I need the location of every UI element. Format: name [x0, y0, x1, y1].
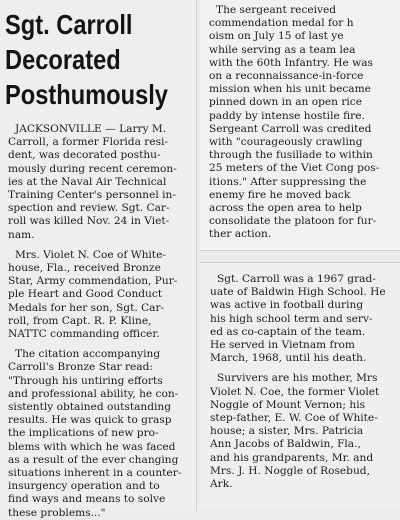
paragraph-biography [210, 273, 398, 365]
text-line: consolidate the platoon for fur- [209, 215, 377, 228]
text-line: Violet N. Coe, the former Violet [210, 385, 380, 398]
text-line: across the open area to help [209, 202, 362, 215]
text-line: paddy by intense hostile fire. [209, 109, 365, 122]
text-line: uate of Baldwin High School. He [210, 286, 386, 299]
text-line: JACKSONVILLE — Larry M. [15, 123, 167, 135]
text-line: dent, was decorated posthu- [8, 149, 161, 162]
text-line: He served in Vietnam from [210, 339, 355, 352]
paragraph-action [209, 4, 398, 242]
text-line: and his grandparents, Mr. and [210, 451, 374, 464]
text-line: Carroll, a former Florida resi- [8, 136, 169, 149]
article-right-top-column [200, 0, 400, 251]
paragraph-citation [8, 348, 194, 520]
text-line: Sgt. Carroll was a 1967 grad- [217, 273, 376, 285]
text-line: blems with which he was faced [8, 440, 176, 453]
text-line: ed as co-captain of the team. [210, 325, 366, 338]
headline-line: Sgt. Carroll [5, 9, 133, 40]
text-line: 25 meters of the Viet Cong pos- [209, 162, 380, 175]
text-line: Ark. [210, 478, 233, 491]
text-line: his high school term and serv- [210, 312, 373, 325]
text-line: Mrs. J. H. Noggle of Rosebud, [210, 464, 370, 477]
paragraph-dateline [8, 123, 194, 242]
text-line: through the fusillade to within [209, 149, 373, 162]
article-body-left [0, 123, 196, 520]
text-line: step-father, E. W. Coe of White- [210, 412, 378, 425]
text-line: itions." After suppressing the [209, 175, 367, 188]
text-line: insurgency operation and to [8, 480, 160, 493]
text-line: results. He was quick to grasp [8, 414, 172, 427]
text-line: oism on July 15 of last ye [209, 30, 344, 43]
text-line: pinned down in an open rice [209, 96, 363, 109]
text-line: Carroll's Bronze Star read: [8, 361, 153, 374]
text-line: house; a sister, Mrs. Patricia [210, 425, 364, 438]
text-line: Ann Jacobs of Baldwin, Fla., [210, 438, 361, 451]
text-line: these problems..." [8, 506, 106, 519]
text-line: Noggle of Mount Vernon; his [210, 398, 366, 411]
text-line: The citation accompanying [15, 348, 161, 361]
text-line: The sergeant received [216, 4, 337, 16]
text-line: house, Fla., received Bronze [8, 262, 161, 275]
text-line: roll, from Capt. R. P. Kline, [8, 314, 152, 327]
text-line: commendation medal for h [209, 17, 354, 30]
text-line: was active in football during [210, 299, 364, 312]
text-line: and professional ability, he con- [8, 387, 179, 400]
headline-line: Decorated [5, 44, 121, 75]
text-line: find ways and means to solve [8, 493, 166, 506]
text-line: "Through his untiring efforts [8, 374, 163, 387]
text-line: ies at the Naval Air Technical [8, 175, 167, 188]
text-line: Star, Army commendation, Pur- [8, 275, 178, 288]
article-left-column [0, 0, 197, 519]
text-line: as a result of the ever changing [8, 453, 179, 466]
text-line: Medals for her son, Sgt. Car- [8, 301, 165, 314]
text-line: roll was killed Nov. 24 in Viet- [8, 215, 170, 228]
paragraph-survivors [210, 372, 398, 491]
paragraph-medals [8, 249, 194, 341]
text-line: the implications of new pro- [8, 427, 159, 440]
text-line: Sergeant Carroll was credited [209, 122, 372, 135]
headline-line: Posthumously [5, 79, 168, 110]
text-line: Training Center's personnel in- [8, 189, 176, 202]
text-line: nam. [8, 228, 35, 241]
text-line: with the 60th Infantry. He was [209, 56, 373, 69]
headline [5, 7, 169, 112]
text-line: March, 1968, until his death. [210, 352, 367, 365]
text-line: spection and review. Sgt. Car- [8, 202, 170, 215]
text-line: enemy fire he moved back [209, 188, 351, 201]
text-line: Mrs. Violet N. Coe of White- [15, 248, 166, 261]
text-line: mission when his unit became [209, 83, 371, 96]
text-line: NATTC commanding officer. [8, 328, 160, 341]
text-line: mously during recent ceremon- [8, 162, 177, 175]
text-line: while serving as a team lea [209, 43, 356, 56]
text-line: with "courageously crawling [209, 136, 363, 149]
text-line: situations inherent in a counter- [8, 467, 182, 480]
article-body-right-top [200, 4, 400, 242]
article-body-right-bottom [200, 273, 400, 491]
article-right-bottom-column [200, 262, 400, 511]
text-line: sistently obtained outstanding [8, 401, 172, 414]
text-line: ple Heart and Good Conduct [8, 288, 163, 301]
text-line: on a reconnaissance-in-force [209, 70, 364, 83]
text-line: ther action. [209, 228, 272, 241]
text-line: Survivers are his mother, Mrs [217, 372, 378, 385]
